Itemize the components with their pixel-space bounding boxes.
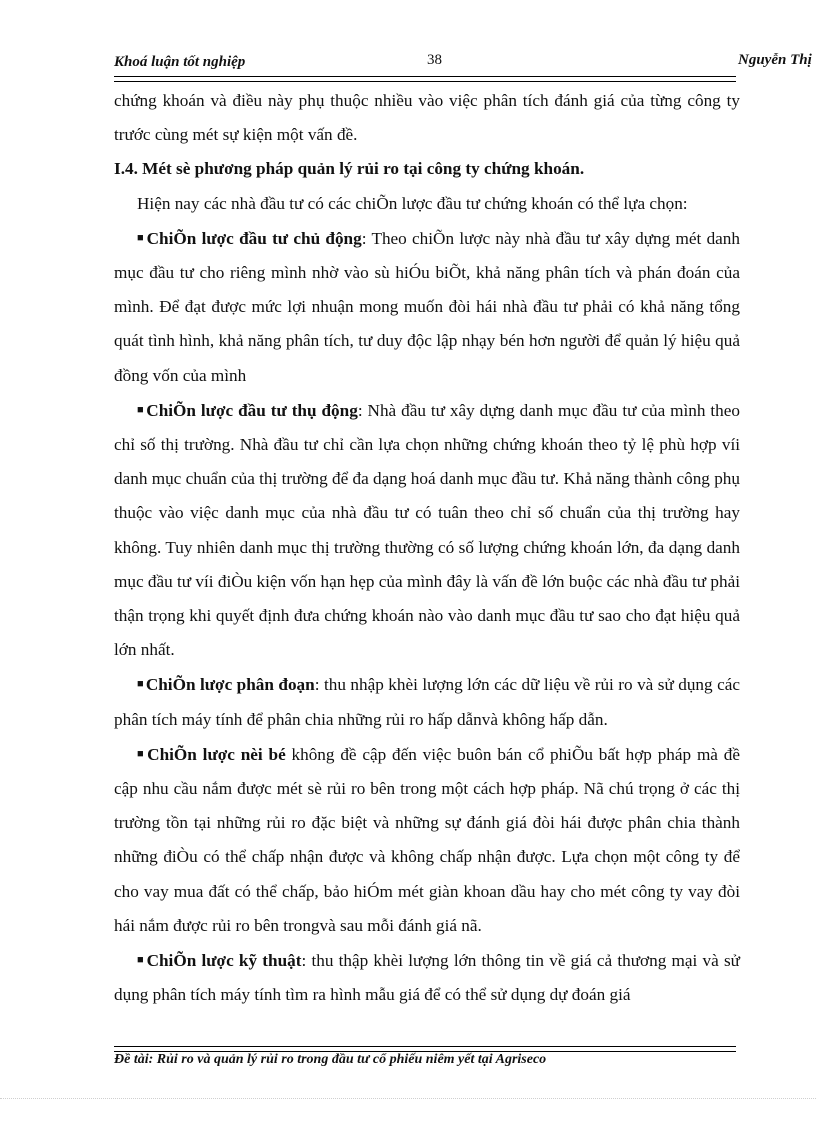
lead-paragraph: Hiện nay các nhà đầu tư có các chiÕn lược đầu tư chứng khoán có thể lựa chọn:: [137, 193, 688, 213]
intro-line-2: công ty trước cùng mét sự kiện một vấn đề.: [114, 91, 740, 145]
strategy-term: ChiÕn lược đầu tư chủ động: [146, 228, 362, 248]
intro-paragraph: [114, 84, 740, 152]
page-body: [114, 84, 740, 1012]
page-number: 38: [427, 52, 442, 68]
strategy-text: : Theo chiÕn lược này nhà đầu tư xây dựng mét danh mục đầu tư cho riêng mình nhờ vào sù hiÓu biÕt, khả năng phân tích và phán đoán của mình. Để đạt được mức lợi nhuận mong muốn đòi hái nhà đầu tư phải có khả năng tổng quát tình hình, khả năng phân tích, tư duy độc lập nhạy bén hơn người để quản lý hiệu quả đồng vốn của mình: [114, 228, 740, 385]
strategy-term: ChiÕn lược đầu tư thụ động: [146, 400, 358, 420]
strategy-item-active: [114, 221, 740, 393]
strategy-term: ChiÕn lược kỹ thuật: [146, 951, 302, 971]
strategy-item-technical: [114, 943, 740, 1012]
square-bullet-icon: ■: [137, 954, 145, 967]
square-bullet-icon: ■: [137, 747, 146, 760]
strategy-term: ChiÕn lược phân đoạn: [145, 675, 315, 695]
strategy-item-insider: [114, 737, 740, 943]
header-rule: [114, 76, 736, 82]
square-bullet-icon: ■: [137, 231, 145, 244]
strategy-item-segmentation: [114, 667, 740, 736]
strategy-text: không đề cập đến việc buôn bán cổ phiÕu bất hợp pháp mà đề cập nhu cầu nắm được mét sè rủi ro bên trong một cách hợp pháp. Nã chú trọng ở các thị trường tồn tại những rủi ro đặc biệt và những sự đánh giá đòi hái được phân chia thành những điÒu có thể chấp nhận được và không chấp nhận được. Lựa chọn một công ty để cho vay mua đất có thể chấp, bảo hiÓm mét giàn khoan dầu hay cho mét công ty vay đòi hái nắm được rủi ro bên trongvà sau mỗi đánh giá nã.: [114, 744, 740, 935]
page-edge-divider: [0, 1098, 816, 1099]
section-heading: I.4. Mét sè phương pháp quản lý rủi ro tại công ty chứng khoán.: [114, 159, 585, 179]
page-header: [114, 46, 816, 76]
intro-line-1: chứng khoán và điều này phụ thuộc nhiều vào việc phân tích đánh giá của từng: [114, 91, 682, 110]
square-bullet-icon: ■: [137, 678, 144, 691]
strategy-text: : Nhà đầu tư xây dựng danh mục đầu tư của mình theo chỉ số thị trường. Nhà đầu tư chỉ cần lựa chọn những chứng khoán theo tỷ lệ phù hợp víi danh mục chuẩn của thị trường để đa dạng hoá danh mục đầu tư. Khả năng thành công phụ thuộc vào việc danh mục của nhà đầu tư có tuân theo chỉ số chuẩn của thị trường hay không. Tuy nhiên danh mục thị trường thường có số lượng chứng khoán lớn, đa dạng danh mục đầu tư víi điÒu kiện vốn hạn hẹp của mình đây là vấn đề lớn buộc các nhà đầu tư phải thận trọng khi quyết định đưa chứng khoán nào vào danh mục đầu tư sao cho đạt hiệu quả lớn nhất.: [114, 400, 740, 660]
square-bullet-icon: ■: [137, 403, 145, 416]
strategy-term: ChiÕn lược nèi bé: [147, 744, 286, 764]
header-author: Nguyễn Thị: [738, 52, 812, 68]
strategy-item-passive: [114, 393, 740, 668]
strategy-text: : thu nhập khèi lượng lớn các dữ liệu về rủi ro và sử dụng các phân tích máy tính để phân chia những rủi ro hấp dẫnvà không hấp dẫn.: [114, 675, 740, 729]
strategy-text: : thu thập khèi lượng lớn thông tin về giá cả thương mại và sử dụng phân tích máy tính tìm ra hình mẫu giá để có thể sử dụng dự đoán giá: [114, 951, 740, 1005]
header-title: Khoá luận tốt nghiệp: [114, 54, 246, 70]
page-footer: Đề tài: Rủi ro và quản lý rủi ro trong đầu tư cổ phiếu niêm yết tại Agriseco: [114, 1052, 547, 1067]
